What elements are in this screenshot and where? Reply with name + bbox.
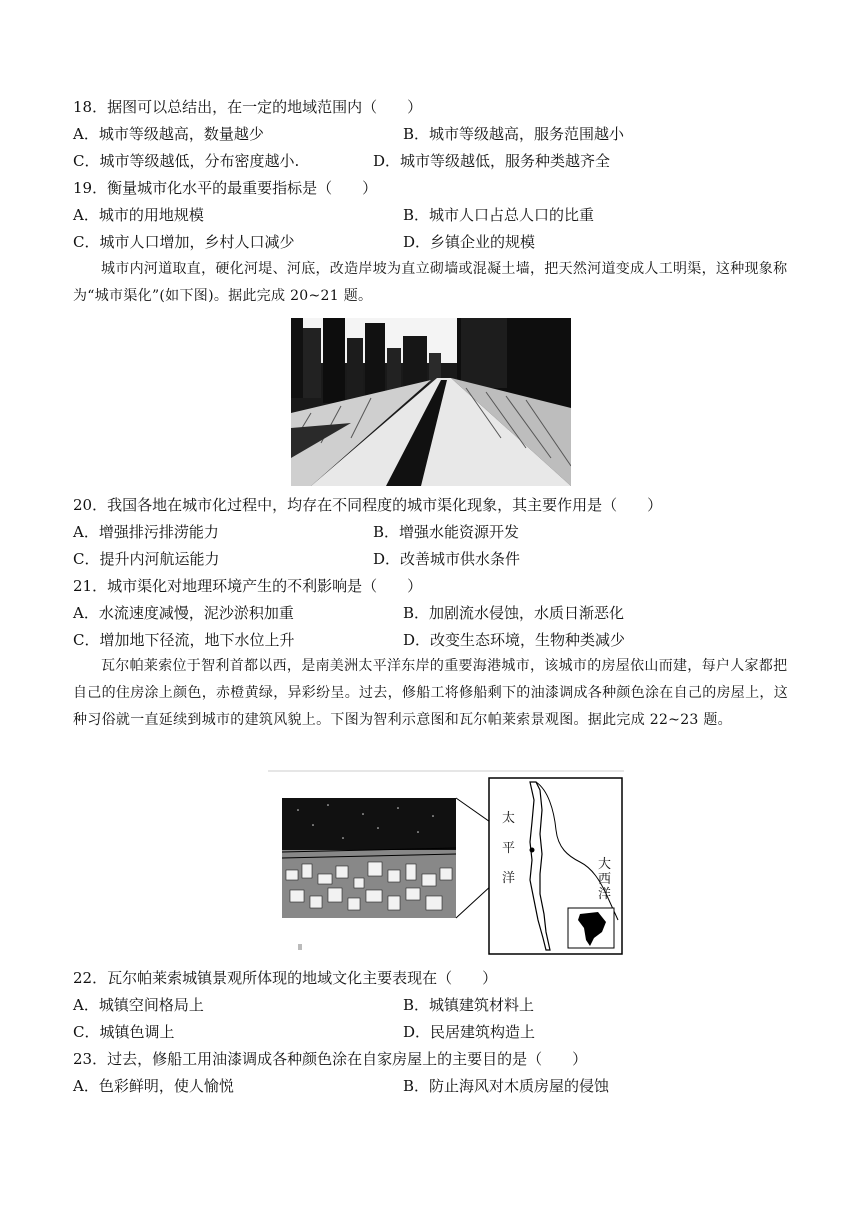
q21-option-d: D．改变生态环境，生物种类减少 (403, 631, 626, 649)
valparaiso-figure (268, 770, 624, 956)
q19-option-b: B．城市人口占总人口的比重 (403, 206, 595, 224)
q23-option-a: A．色彩鲜明，使人愉悦 (73, 1077, 234, 1095)
q22-stem: 22．瓦尔帕莱索城镇景观所体现的地域文化主要表现在（ ） (73, 969, 498, 987)
passage-channelization: 城市内河道取直，硬化河堤、河底，改造岸坡为直立砌墙或混凝土墙，把天然河道变成人工明渠，这种现象称为“城市渠化”(如下图)。据此完成 20~21 题。 (73, 261, 788, 304)
q21-option-c: C．增加地下径流，地下水位上升 (73, 631, 295, 649)
channelized-river-photo (291, 318, 571, 486)
q22-option-d: D．民居建筑构造上 (403, 1023, 536, 1041)
atlantic-char-2: 西 (598, 872, 612, 887)
q18-option-d: D．城市等级越低，服务种类越齐全 (373, 152, 611, 170)
pacific-char-2: 平 (502, 841, 516, 856)
q21-option-b: B．加剧流水侵蚀，水质日渐恶化 (403, 604, 625, 622)
q19-option-d: D．乡镇企业的规模 (403, 233, 536, 251)
q21-stem: 21．城市渠化对地理环境产生的不利影响是（ ） (73, 577, 423, 595)
q20-option-c: C．提升内河航运能力 (73, 550, 220, 568)
q21-option-a: A．水流速度减慢，泥沙淤积加重 (73, 604, 294, 622)
q22-option-c: C．城镇色调上 (73, 1023, 175, 1041)
q19-option-c: C．城市人口增加，乡村人口减少 (73, 233, 295, 251)
q18-option-b: B．城市等级越高，服务范围越小 (403, 125, 625, 143)
q23-option-b: B．防止海风对木质房屋的侵蚀 (403, 1077, 610, 1095)
q18-stem: 18．据图可以总结出，在一定的地域范围内（ ） (73, 98, 423, 116)
q22-option-a: A．城镇空间格局上 (73, 996, 204, 1014)
pacific-char-3: 洋 (502, 871, 516, 886)
atlantic-char-3: 洋 (598, 887, 612, 902)
q22-option-b: B．城镇建筑材料上 (403, 996, 535, 1014)
q20-option-d: D．改善城市供水条件 (373, 550, 521, 568)
q20-option-a: A．增强排污排涝能力 (73, 523, 219, 541)
q20-option-b: B．增强水能资源开发 (373, 523, 520, 541)
q19-stem: 19．衡量城市化水平的最重要指标是（ ） (73, 179, 378, 197)
q20-stem: 20．我国各地在城市化过程中，均存在不同程度的城市渠化现象，其主要作用是（ ） (73, 496, 663, 514)
atlantic-char-1: 大 (598, 857, 612, 872)
q19-option-a: A．城市的用地规模 (73, 206, 204, 224)
q23-stem: 23．过去，修船工用油漆调成各种颜色涂在自家房屋上的主要目的是（ ） (73, 1050, 588, 1068)
q18-option-c: C．城市等级越低，分布密度越小. (73, 152, 300, 170)
passage-valparaiso: 瓦尔帕莱索位于智利首都以西，是南美洲太平洋东岸的重要海港城市，该城市的房屋依山而建，每户人家都把自己的住房涂上颜色，赤橙黄绿，异彩纷呈。过去，修船工将修船剩下的油漆调成各种颜色涂在自己的房屋上，这种习俗就一直延续到城市的建筑风貌上。下图为智利示意图和瓦尔帕莱索景观图。据此完成 22~23 题。 (73, 658, 788, 728)
pacific-char-1: 太 (502, 811, 516, 826)
q18-option-a: A．城市等级越高，数量越少 (73, 125, 264, 143)
